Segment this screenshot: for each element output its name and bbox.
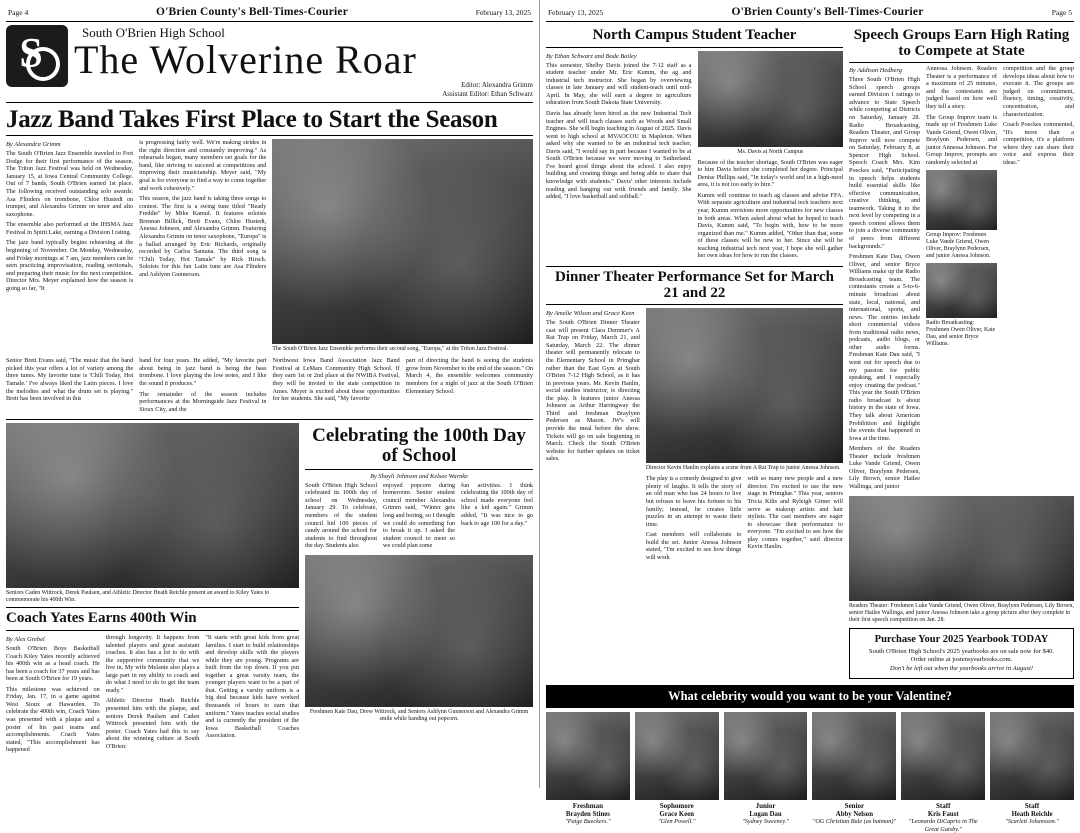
north-campus-p3: Because of the teacher shortage, South O'Brien was eager to hire Davis before she completed her degree. Principal Denise Phillips said, "In today's world and in a high-need area, it is not too early to hire." <box>697 158 843 189</box>
coach-col-2 <box>106 634 200 757</box>
hundred-col-2 <box>383 482 455 553</box>
dinner-theater-rehearsal-photo <box>646 308 843 463</box>
north-campus-byline: By Ethan Schwarz and Bode Bailey <box>546 52 637 60</box>
valentine-portrait-4 <box>812 712 896 800</box>
valentine-quote-2: "Glen Powell." <box>657 818 696 826</box>
speech-block <box>849 25 1074 681</box>
valentine-role-5: Staff <box>936 802 951 811</box>
speech-p3: Members of the Readers Theater include freshmen Luke Vande Griend, Owen Oliver, Braylynn Pedersen, Lily Brown, senior Hailee Wallinga, and junior <box>849 445 920 490</box>
speech-p4: Annessa Johnson. Readers Theater is a performance of a maximum of 25 minutes, and the contestants are judged based on how well they tell a story. <box>926 65 997 110</box>
jazz-p7: band for four years. He added, "My favorite part about being in jazz band is being the bass trombone. I love playing the low notes, and I like the sound it produces." <box>139 357 267 387</box>
jazz-photo-col <box>272 139 533 356</box>
valentine-quote-1: "Paige Bueckers." <box>565 818 611 826</box>
valentine-person-2 <box>635 712 719 833</box>
radio-broadcasting-photo <box>926 263 997 318</box>
valentine-person-5 <box>901 712 985 833</box>
valentine-quote-5: "Leonardo DiCaprio in The Great Gatsby." <box>908 818 978 833</box>
valentine-person-4 <box>812 712 896 833</box>
speech-col-1 <box>849 65 920 493</box>
dinner-p3: Cast members will collaborate to build the set. Junior Anessa Johnson stated, "I'm excited to see how things will work <box>645 531 742 561</box>
valentine-quote-6: "Scarlett Johansson." <box>1005 818 1059 826</box>
hundred-col-3 <box>461 482 533 553</box>
coach-p4: Athletic Director Heath Reichle presented him with the plaque, and seniors Derek Paulsen and Caden Wittrock presented him with the poster. Coach Yates had this to say about the winning culture at South O'Brien: <box>105 697 200 750</box>
ms-davis-photo-caption: Ms. Davis at North Campus <box>737 148 804 155</box>
north-campus-p4: Kumm will continue to teach ag classes and advise FFA. With separate agriculture and industrial tech teachers next year, Kumm envisions more opportunities for new classes in both areas. When asked about what he hoped to teach Davis, Kumm said, "To begin with, how to be more organized than me." Kumm added, "Other than that, some of these classes will be new to her. Since she will be teaching industrial tech next year, I hope she will gather her own ideas for how to run the classes. <box>697 191 843 260</box>
north-campus-headline: North Campus Student Teacher <box>592 27 797 43</box>
lower-left-section <box>6 423 533 757</box>
yearbook-ad-line1: South O'Brien High School's 2025 yearbooks are on sale now for $40. <box>868 647 1055 655</box>
right-top-section <box>546 25 1074 681</box>
jazz-p10: part of directing the band is seeing the students grow from November to the end of the season." On March 4, the ensemble welcomes community members for a night of jazz at the South O'Brien Elementary School. <box>405 357 533 395</box>
group-improv-photo <box>926 170 997 230</box>
masthead-editors <box>74 81 533 99</box>
coach-block <box>6 423 299 757</box>
dinner-photo-caption: Director Kevin Hanlin explains a scene from A Rat Trap to junior Anessa Johnson. <box>645 465 841 472</box>
coach-headline: Coach Yates Earns 400th Win <box>6 610 197 627</box>
coach-rule-bottom <box>6 630 299 631</box>
speech-p5: The Group Improv team is made up of Freshmen Luke Vande Griend, Owen Oliver, Braylynn Pedersen, and junior Annessa Johnson. For Group Improv, prompts are randomly selected at <box>926 113 997 166</box>
hundred-day-headline: Celebrating the 100th Day of School <box>312 425 526 466</box>
jazz-lower-col-4 <box>406 357 533 416</box>
jazz-p6: Senior Brett Evans said, "The music that the band picked this year offers a lot of variety among the three tunes. My favorite tune is 'Chili Today, Hot Tamale.' I've always liked the Latin pieces. I love the melodies and what the drum set is playing." Brett has been involved in this <box>6 357 134 403</box>
coach-columns <box>6 634 299 757</box>
jazz-p5: This season, the jazz band is taking three songs to contest. The first is a swing tune titled "Ready Freddie" by Mike Kamuf. It features soloists Brennan Billick, Brett Evans, Chloe Hustedt, Anessa Johnson, and Alexandra Grimm. Featuring Alexandra Grimm on tenor saxophone, "Europa" is a ballad arranged by Eric Richards, originally recorded by Carlos Santana. The third song is "Chili Today, Hot Tamale" by Rick Hirsch. Soloists for this fun Latin tune are Asa Flinders and Ashlynn Gunnerson. <box>139 195 267 278</box>
coach-col-3 <box>205 634 299 757</box>
speech-p6: competition and the group develops ideas about how to execute it. The groups are judged on commitment, fluency, timing, creativity, concentration, and characterization. <box>1003 65 1074 118</box>
left-masthead-line: O'Brien County's Bell-Times-Courier <box>155 6 349 18</box>
speech-p7: Coach Poeckes commented, "It's more than a competition, it's a platform where they can share their voice and express their ideas." <box>1003 121 1074 166</box>
jazz-article-lower-columns <box>6 357 533 416</box>
valentine-name-3: Logan Dau <box>749 810 782 818</box>
valentine-portrait-3 <box>724 712 808 800</box>
hundred-day-photo <box>305 555 533 707</box>
right-page <box>540 0 1080 833</box>
dinner-p2: The play is a comedy designed to give plenty of laughs. It tells the story of an old man who has 24 hours to live but refuses to leave his fortune to his family; instead, he creates little puzzles in an attempt to waste their time. <box>645 475 742 528</box>
speech-byline: By Addison Hedberg <box>849 67 902 75</box>
valentine-quote-3: "Sydney Sweeney." <box>742 818 789 826</box>
valentine-person-6 <box>990 712 1074 833</box>
valentine-portrait-2 <box>635 712 719 800</box>
valentine-name-1: Brayden Stines <box>565 810 610 818</box>
hundred-col-1 <box>305 482 377 553</box>
left-page-number: Page 4 <box>8 8 29 17</box>
hundred-day-photo-caption: Freshmen Kate Dau, Drew Wittrock, and Seniors Ashlynn Gunnerson and Alexandra Grimm smile while handing out popcorn. <box>309 708 529 722</box>
yearbook-ad-title: Purchase Your 2025 Yearbook TODAY <box>874 633 1049 645</box>
jazz-p1: The South O'Brien Jazz Ensemble traveled to Fort Dodge for their first performance of the season. The Triton Jazz Festival was held on Wednesday, January 15, at Iowa Central Community College. Out of 7 bands, South O'Brien earned 1st place. The following received outstanding solo awards: Asa Flinders on trombone, Chloe Hustedt on trumpet, and Alexandra Grimm on tenor and alto saxophone. <box>6 150 134 218</box>
hundred-p3: fun activities. I think celebrating the 100th day of school made everyone feel like a kid again." Grimm added, "It was nice to go back to age 100 for a day." <box>461 481 534 527</box>
jazz-col-2 <box>139 139 266 356</box>
dinner-col-2 <box>646 475 742 564</box>
logo-letter: S <box>19 31 43 77</box>
valentine-portrait-5 <box>901 712 985 800</box>
jazz-byline: By Alexandra Grimm <box>6 141 61 149</box>
yearbook-ad[interactable] <box>849 628 1074 680</box>
speech-p1: Three South O'Brien High School speech groups earned Division 1 ratings to advance to State Speech while competing at Districts on Saturday, January 28. Radio Broadcasting, Readers Theater, and Group Improv will now compete on Saturday, February 8, at Spencer High School. Speech Coach Mrs. Kim Poeckes said, "Participating in speech helps students build essential skills like effective communication, creative thinking, and teamwork. Taking it to the next level by competing in a speech contest allows them to join a diverse community of peers from different backgrounds." <box>849 76 920 250</box>
yearbook-ad-line3: Don't be left out when the yearbooks arrive in August! <box>889 664 1034 672</box>
valentine-person-3 <box>724 712 808 833</box>
masthead-text <box>74 25 533 99</box>
yearbook-ad-line2[interactable]: Order online at jostensyearbooks.com. <box>910 656 1013 664</box>
speech-p2: Freshmen Kate Dau, Owen Oliver, and senior Bryce Williams make up the Radio Broadcasting team. The contestants create a 5-to-6-minute broadcast about state, local, national, and international, sports, and news. The entries include short commercial videos from traditional radio news, podcasts, audio blogs, or other audio forms. Freshman Kate Dau said, "I went out for speech due to my passion for public speaking, and I especially enjoy creating the podcast." This year the South O'Brien radio broadcast is about history in the state of Iowa. They talk about American Prohibition and highlight the events that happened in Iowa at the time. <box>849 253 920 442</box>
jazz-lower-col-2 <box>139 357 266 416</box>
right-date: February 13, 2025 <box>548 8 604 17</box>
dinner-col-3 <box>747 475 843 564</box>
dinner-p1: The South O'Brien Dinner Theater cast will present Clara Demmer's A Rat Trap on Friday, March 21, and Saturday, March 22. The dinner theater will permanently relocate to the Elementary School in Primghar rather than the East Gym at South O'Brien 7-12 High School, as it has in previous years. Mr. Kevin Hanlin, social studies instructor, is directing the play. It features junior Anessa Johnson as Arthur Harringway the Third and freshman Braylynn Pedersen as Mason. JW's will provide the meal before the show. Tickets will go on sale beginning in March. Check the South O'Brien website for further updates on ticket sales. <box>546 319 640 463</box>
mid-page-rule <box>6 419 533 420</box>
wolverine-roar-masthead <box>6 22 533 99</box>
speech-rule <box>849 62 1074 63</box>
jazz-lower-col-1 <box>6 357 133 416</box>
coach-photo-caption: Seniors Caden Wittrock, Derek Paulsen, and Athletic Director Heath Reichle present an award to Kiley Yates to commemorate his 400th Win. <box>6 590 270 604</box>
valentine-banner: What celebrity would you want to be your Valentine? <box>546 685 1074 708</box>
coach-yates-award-photo <box>6 423 299 588</box>
north-campus-col-1 <box>546 51 692 263</box>
hundred-day-byline: By Shayli Johnson and Kelsee Warnke <box>370 472 468 480</box>
left-date: February 13, 2025 <box>475 8 531 17</box>
speech-columns <box>849 65 1074 493</box>
right-running-head <box>546 4 1074 22</box>
editor-line: Editor: Alexandra Grimm <box>461 81 533 89</box>
valentine-person-1 <box>546 712 630 833</box>
school-logo-icon <box>6 25 68 87</box>
jazz-p9: Northwest Iowa Band Association Jazz Band Festival at LeMars Community High School. If they earn 1st or 2nd place at the NWIBA Festival, they will be invited to the state competition in Ames. Meyer is excited about these opportunities for her students. She said, "My favorite <box>272 357 400 403</box>
jazz-headline: Jazz Band Takes First Place to Start the Season <box>6 106 498 134</box>
valentine-name-6: Heath Reichle <box>1011 810 1053 818</box>
dinner-theater-top-rule <box>546 266 843 267</box>
dinner-p4: with so many new people and a new director. I'm excited to use the new stage in Primghar." This year, seniors Tricia Kilts and Ryleigh Gimer will serve as makeup artists and hair stylists. The cast members are eager to showcase their performance to everyone. "I'm excited to see how the play comes together," said director Kevin Hanlin. <box>747 475 843 551</box>
radio-broadcasting-caption: Radio Broadcasting: Freshmen Owen Oliver, Kate Dau, and senior Bryce Williams. <box>926 319 996 348</box>
valentine-name-4: Abby Nelson <box>835 810 873 818</box>
jazz-lower-col-3 <box>273 357 400 416</box>
coach-byline: By Alex Grebel <box>6 635 45 643</box>
jazz-p8: The remainder of the season includes performances at the Morningside Jazz Festival in Sioux City, and the <box>139 390 267 413</box>
coach-p2: This milestone was achieved on Friday, Jan. 17, in a game against West Sioux at Hawarden. To celebrate the 400th win, Coach Yates was presented with a plaque and a poster of his past teams and accomplishments. Coach Yates stated, "This accomplishment has happened <box>6 685 100 754</box>
hundred-p2: enjoyed popcorn during homeroom. Senior student council member Alexandra Grimm said, "Winter gets long and boring, so I thought we could do something fun to break it up. I asked the student council to meet so we could plan some <box>383 481 456 550</box>
masthead-title: The Wolverine Roar <box>74 37 417 82</box>
jazz-p4: is progressing fairly well. We're making strides in the right direction and constantly improving." As rehearsals began, many members set goals for the band, like striving to succeed at competitions and improving their musicianship. Meyer said, "My goal is for everyone to find a way to come together and work cohesively." <box>139 139 267 192</box>
north-campus-columns <box>546 51 843 263</box>
valentine-name-5: Kris Faust <box>927 810 959 818</box>
coach-col-1 <box>6 634 100 757</box>
hundred-day-columns <box>305 482 533 553</box>
readers-theater-photo <box>849 496 1074 601</box>
coach-p5: "It starts with great kids from great families. I start to build relationships and develop skills with the players while they are young. Programs are built from the top down. If you put together a great varsity team, the younger players want to be a part of that. Getting a varsity uniform is a big deal because kids have worked thousands of hours to earn that uniform." Yates teaches social studies and is currently the president of the Iowa Basketball Coaches Association. <box>205 633 300 740</box>
valentine-portrait-6 <box>990 712 1074 800</box>
coach-rule-top <box>6 607 299 608</box>
left-page <box>0 0 540 788</box>
dinner-theater-rule <box>546 304 843 305</box>
north-campus-p1: This semester, Shelby Davis joined the 7-12 staff as a student teacher under Mr. Eric Kumm, the ag and industrial tech instructor. She began by overviewing classes in late January and will student-teach until mid-April. In May, she will earn a degree in agriculture education from South Dakota State University. <box>546 61 692 107</box>
ms-davis-photo <box>698 51 844 147</box>
assistant-editor-line: Assistant Editor: Ethan Schwarz <box>442 90 533 99</box>
speech-col-2 <box>926 65 997 493</box>
north-campus-and-dinner-block <box>546 25 843 681</box>
speech-headline: Speech Groups Earn High Rating to Compete at State <box>853 27 1070 59</box>
coach-p3: through longevity. It happens from talented players and great assistant coaches. It also has a lot to do with the supportive community that we live in. My wife Melanie also plays a large part in my ability to coach and do what I need to do to get the team ready." <box>105 633 200 694</box>
valentine-quote-4: "OG Christian Bale (as batman)" <box>812 818 897 826</box>
dinner-lower-columns <box>646 475 843 564</box>
readers-theater-caption: Readers Theater: Freshmen Luke Vande Griend, Owen Oliver, Braylynn Pedersen, Lily Brown, senior Hailee Wallinga, and junior Anessa Johnson take a group picture after they complete in their first speech competition on Jan. 28. <box>849 602 1074 623</box>
north-campus-col-2 <box>698 51 844 263</box>
hundred-day-rule <box>305 469 533 470</box>
coach-p1: South O'Brien Boys Basketball Coach Kiley Yates recently achieved his 400th win as a head coach. He has been a coach for 37 years and has been at South O'Brien for 19 years. <box>6 644 100 683</box>
north-campus-rule <box>546 47 843 48</box>
dinner-theater-headline: Dinner Theater Performance Set for March 21 and 22 <box>555 268 834 301</box>
right-masthead-line: O'Brien County's Bell-Times-Courier <box>731 6 924 18</box>
hundred-day-block <box>305 423 533 757</box>
valentine-poll-grid <box>546 712 1074 833</box>
dinner-byline: By Amelie Wilson and Grace Keen <box>546 310 635 318</box>
group-improv-caption: Group Improv: Freshmen Luke Vande Griend, Owen Oliver, Braylynn Pedersen, and junior Anessa Johnson. <box>926 231 991 259</box>
right-page-number: Page 5 <box>1051 8 1072 17</box>
dinner-photo-col <box>646 308 843 564</box>
valentine-name-2: Grace Keen <box>659 810 695 818</box>
jazz-p2: The ensemble also performed at the IHSMA Jazz Festival in Spirit Lake, earning a Division I rating. <box>6 221 134 236</box>
dinner-theater-columns <box>546 308 843 564</box>
valentine-role-3: Junior <box>755 802 776 811</box>
valentine-portrait-1 <box>546 712 630 800</box>
jazz-headline-rule <box>6 135 533 136</box>
valentine-role-1: Freshman <box>572 802 604 811</box>
valentine-role-4: Senior <box>844 802 865 811</box>
jazz-photo-caption: The South O'Brien Jazz Ensemble performs their second song, "Europa," at the Triton Jazz Festival. <box>272 346 509 353</box>
jazz-col-1 <box>6 139 133 356</box>
jazz-article-columns <box>6 139 533 356</box>
masthead-divider <box>6 102 533 103</box>
valentine-role-2: Sophomore <box>659 802 694 811</box>
logo-ring-icon <box>26 47 60 81</box>
masthead-school: South O'Brien High School <box>82 25 225 40</box>
jazz-ensemble-photo <box>272 139 533 344</box>
jazz-p3: The jazz band typically begins rehearsing at the beginning of November. On Monday, Wednesday, and Friday mornings at 7 am, jazz members can be seen practicing improvisation, reading sectionals, and preparing their music for the next competition. Director Mrs. Meyer explained how the season is going so far, "It <box>6 239 134 292</box>
valentine-role-6: Staff <box>1024 802 1040 811</box>
dinner-col-1 <box>546 308 640 564</box>
north-campus-p2: Davis has already been hired as the new Industrial Tech teacher and will teach classes such as Woods and Small Engines. She will begin teaching in August of 2025. Davis went to high school at MVAOCOU in Mapleton. When asked why she wanted to be an industrial tech teacher, Davis said, "I would say in part because I wanted to be at South O'Brien because we were moving to Sutherland. I've heard good things about the school. I also enjoy building and creating things and being able to share that knowledge with students." Davis' other interests include reading and hanging out with friends and family. She added, "I love basketball and softball." <box>546 109 692 201</box>
speech-col-3 <box>1003 65 1074 493</box>
hundred-p1: South O'Brien High School celebrated its 100th day of school on Wednesday, January 29. To celebrate, members of the student council hid 100 pieces of candy around the school for students to find throughout the day. Students also <box>305 481 378 550</box>
left-running-head <box>6 4 533 22</box>
